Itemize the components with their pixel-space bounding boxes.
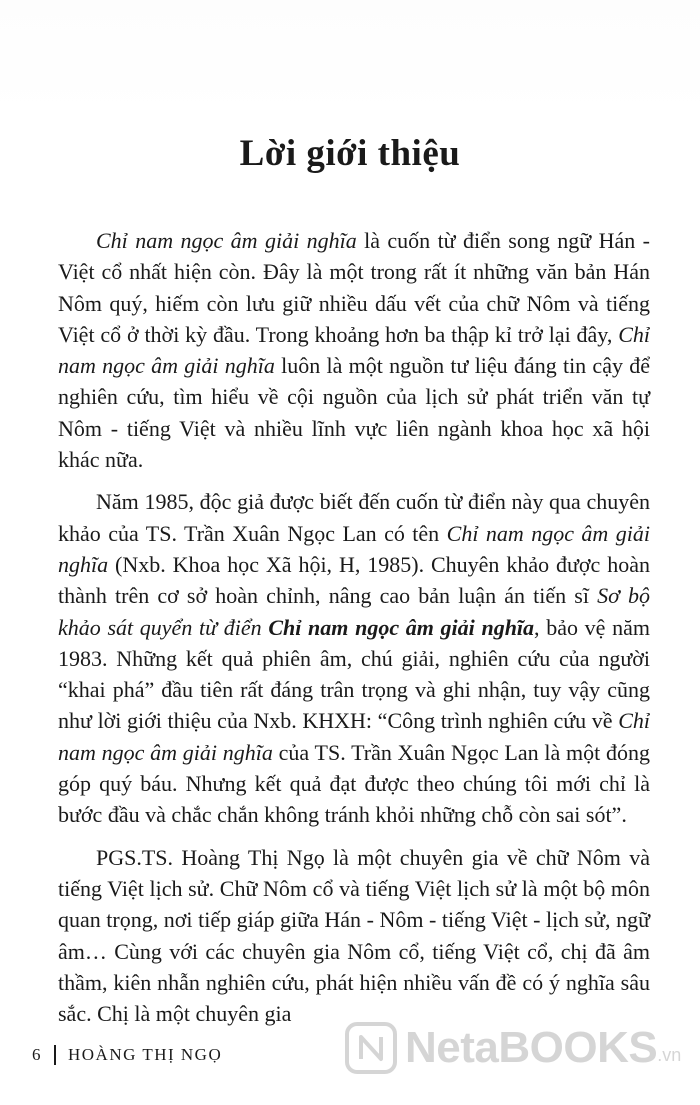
page-title: Lời giới thiệu bbox=[239, 133, 461, 174]
page-header-shade bbox=[0, 0, 700, 118]
paragraph-2 bbox=[58, 486, 650, 830]
page-footer bbox=[32, 1045, 222, 1065]
body-text bbox=[58, 225, 650, 1040]
paragraph-1 bbox=[58, 225, 650, 475]
text-run: của TS. Trần Xuân Ngọc Lan là một đóng góp quý báu. Nhưng kết quả đạt được theo chúng tôi mới chỉ là bước đầu và chắc chắn không tránh khỏi những chỗ còn sai sót”. bbox=[58, 739, 650, 828]
watermark-brand: NetaBOOKS bbox=[405, 1023, 658, 1072]
footer-author: HOÀNG THỊ NGỌ bbox=[68, 1045, 223, 1064]
text-run: Năm 1985, độc giả được biết đến cuốn từ điển này qua chuyên khảo của TS. Trần Xuân Ngọc Lan có tên bbox=[58, 489, 650, 546]
text-run: , bảo vệ năm 1983. Những kết quả phiên âm, chú giải, nghiên cứu của người “khai phá” đầu tiên rất đáng trân trọng và ghi nhận, tuy vậy cũng như lời giới thiệu của Nxb. KHXH: “Công trình nghiên cứu về bbox=[58, 614, 650, 734]
watermark bbox=[345, 1022, 681, 1074]
footer-divider bbox=[54, 1045, 56, 1065]
book-title: Chỉ nam ngọc âm giải nghĩa bbox=[58, 708, 650, 765]
thesis-title: Sơ bộ khảo sát quyển từ điển bbox=[58, 583, 650, 640]
paragraph-3: PGS.TS. Hoàng Thị Ngọ là một chuyên gia về chữ Nôm và tiếng Việt lịch sử. Chữ Nôm cổ và tiếng Việt lịch sử là một bộ môn quan trọng, nơi tiếp giáp giữa Hán - Nôm - tiếng Việt - lịch sử, ngữ âm… Cùng với các chuyên gia Nôm cổ, tiếng Việt cổ, chị đã âm thầm, kiên nhẫn nghiên cứu, phát hiện nhiều vấn đề có ý nghĩa sâu sắc. Chị là một chuyên gia bbox=[58, 844, 650, 1027]
n-glyph-icon bbox=[356, 1033, 386, 1063]
book-title: Chỉ nam ngọc âm giải nghĩa bbox=[58, 520, 650, 577]
netabooks-logo-icon bbox=[345, 1022, 397, 1074]
book-title-bold: Chỉ nam ngọc âm giải nghĩa bbox=[268, 614, 535, 640]
text-run: là cuốn từ điển song ngữ Hán - Việt cổ nhất hiện còn. Đây là một trong rất ít những văn bản Hán Nôm quý, hiếm còn lưu giữ nhiều dấu vết của chữ Nôm và tiếng Việt cổ ở thời kỳ đầu. Trong khoảng hơn ba thập kỉ trở lại đây, bbox=[58, 228, 650, 347]
book-title: Chỉ nam ngọc âm giải nghĩa bbox=[58, 321, 650, 379]
text-run: luôn là một nguồn tư liệu đáng tin cậy để nghiên cứu, tìm hiểu về cội nguồn của lịch sử phát triển văn tự Nôm - tiếng Việt và nhiều lĩnh vực liên ngành khoa học xã hội khác nữa. bbox=[58, 353, 650, 473]
page-number: 6 bbox=[32, 1045, 42, 1064]
book-title: Chỉ nam ngọc âm giải nghĩa bbox=[96, 228, 357, 253]
watermark-suffix: .vn bbox=[657, 1045, 682, 1065]
text-run: (Nxb. Khoa học Xã hội, H, 1985). Chuyên khảo được hoàn thành trên cơ sở hoàn chỉnh, nâng cao bản luận án tiến sĩ bbox=[58, 551, 650, 609]
